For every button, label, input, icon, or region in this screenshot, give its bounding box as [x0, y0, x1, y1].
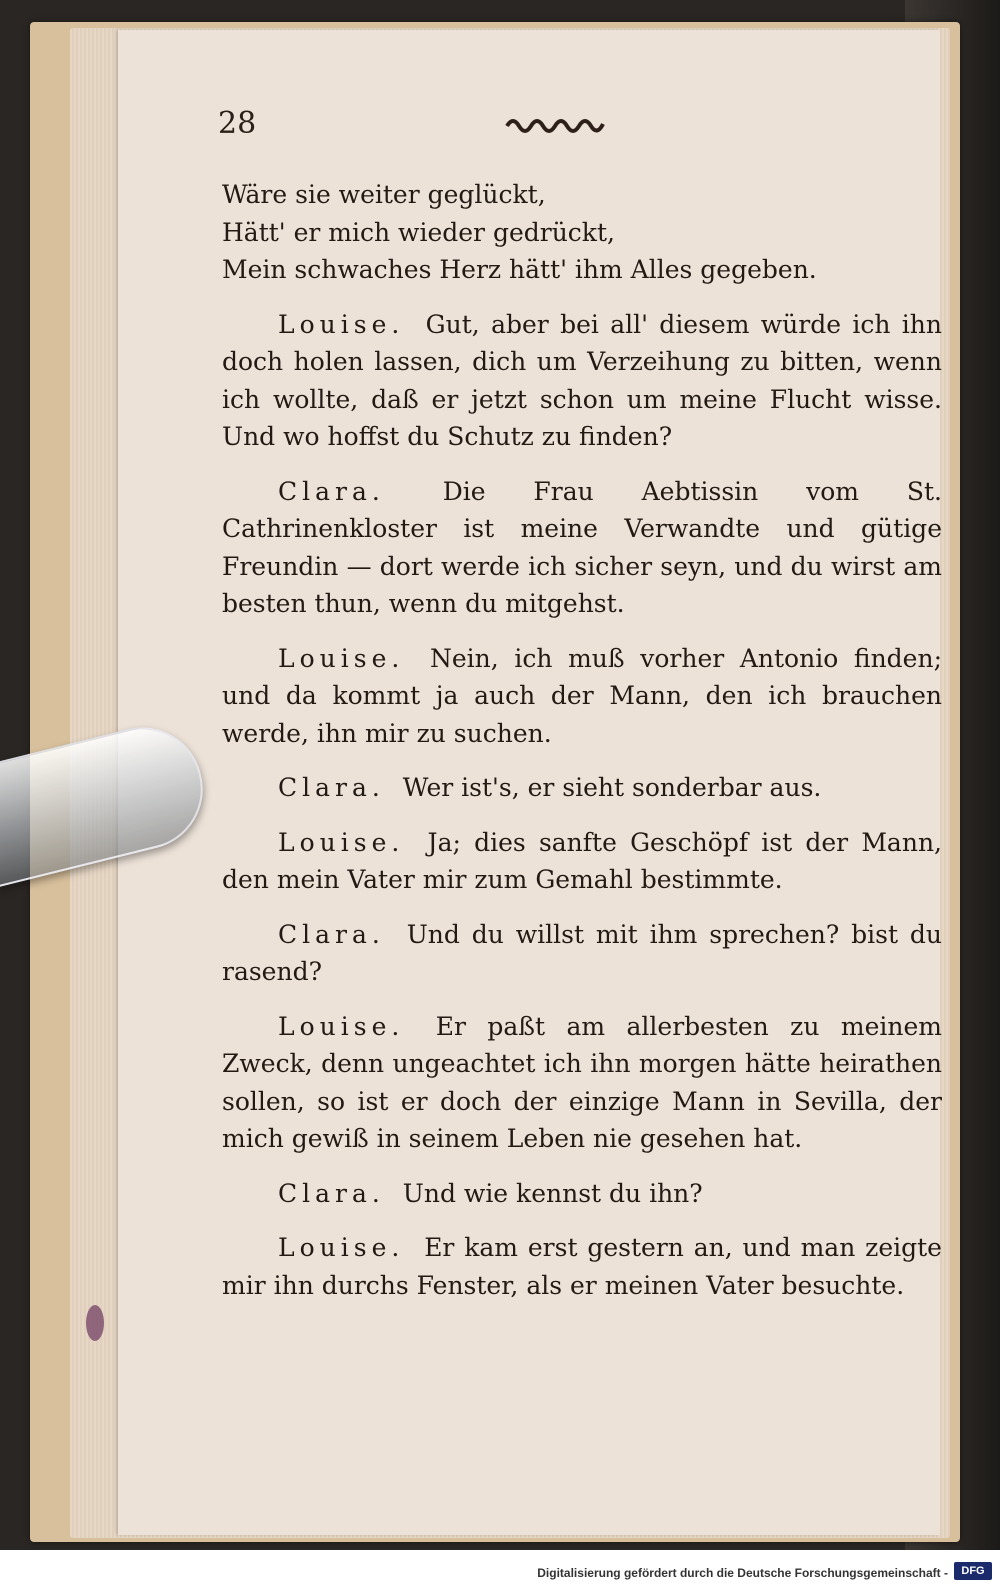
speech-text: Ja; dies sanfte Geschöpf ist der Mann, den mein Vater mir zum Gemahl bestimmte. [222, 827, 942, 894]
speech [222, 1229, 942, 1304]
speech-text: Und wie kennst du ihn? [402, 1178, 703, 1208]
speech-text: Und du willst mit ihm sprechen? bist du rasend? [222, 919, 942, 986]
page-text [222, 176, 942, 1304]
speaker-name: Louise. [278, 827, 405, 857]
speaker-name: Louise. [278, 1011, 405, 1041]
speech [222, 1008, 942, 1158]
page-number: 28 [218, 106, 257, 141]
verse [222, 176, 942, 289]
speech-text: Er kam erst gestern an, und man zeigte mir ihn durchs Fenster, als er meinen Vater besuchte. [222, 1233, 942, 1300]
speaker-name: Louise. [278, 643, 405, 673]
cover-stain [86, 1305, 104, 1341]
dfg-logo: DFG [954, 1562, 992, 1580]
speaker-name: Clara. [278, 919, 385, 949]
speech-text: Er paßt am allerbesten zu meinem Zweck, denn ungeachtet ich ihn morgen hätte heirathen sollen, so ist er doch der einzige Mann in Sevilla, der mich gewiß in seinem Leben nie gesehen hat. [222, 1011, 942, 1153]
speech [222, 306, 942, 456]
speaker-name: Clara. [278, 1178, 385, 1208]
speech-text: Wer ist's, er sieht sonderbar aus. [402, 773, 822, 802]
speech-text: Die Frau Aebtissin vom St. Cathrinenkloster ist meine Verwandte und gütige Freundin — dort werde ich sicher seyn, und du wirst am besten thun, wenn du mitgehst. [222, 476, 942, 618]
speech-text: Nein, ich muß vorher Antonio finden; und da kommt ja auch der Mann, den ich brauchen werde, ihn mir zu suchen. [222, 643, 942, 748]
speech [222, 640, 942, 753]
speaker-name: Louise. [278, 309, 405, 339]
speech [222, 769, 942, 807]
speech [222, 824, 942, 899]
speech [222, 473, 942, 623]
speaker-name: Clara. [278, 476, 385, 506]
verse-line: Hätt' er mich wieder gedrückt, [222, 217, 615, 247]
speaker-name: Clara. [278, 773, 385, 802]
funding-credit: Digitalisierung gefördert durch die Deutsche Forschungsgemeinschaft - [537, 1566, 948, 1580]
speech [222, 1175, 942, 1213]
ornament-rule [505, 110, 605, 136]
speaker-name: Louise. [278, 1233, 405, 1262]
verse-line: Mein schwaches Herz hätt' ihm Alles gegeben. [222, 255, 817, 284]
speech [222, 916, 942, 991]
speech-text: Gut, aber bei all' diesem würde ich ihn doch holen lassen, dich um Verzeihung zu bitten, wenn ich wollte, daß er jetzt schon um meine Flucht wisse. Und wo hoffst du Schutz zu finden? [222, 309, 942, 451]
verse-line: Wäre sie weiter geglückt, [222, 180, 546, 209]
